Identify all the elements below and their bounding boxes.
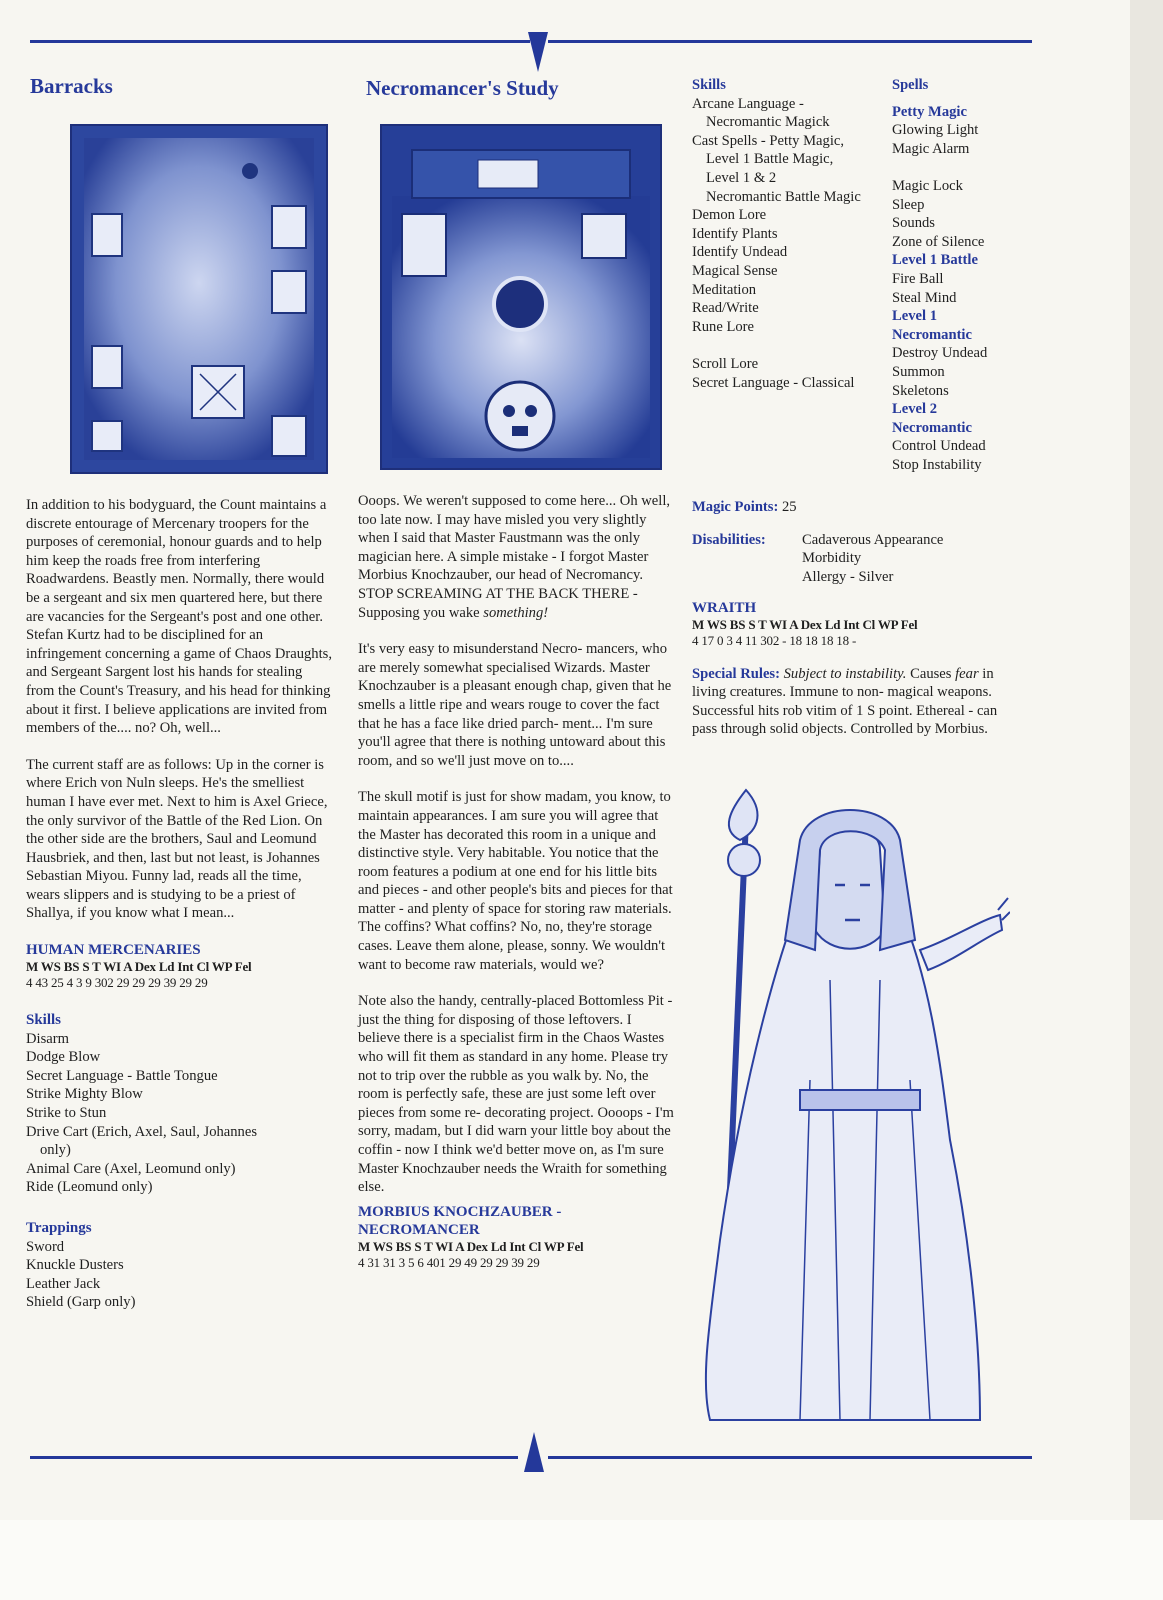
special-rules-emphasis: fear <box>955 665 979 682</box>
list-item: Zone of Silence <box>892 233 985 250</box>
list-item: Cadaverous Appearance <box>802 531 944 548</box>
study-column <box>358 492 674 1271</box>
list-item: Steal Mind <box>892 289 957 306</box>
wraith-title: WRAITH <box>692 599 757 616</box>
special-rules-emphasis: Subject to instability. <box>783 665 907 682</box>
list-item: Sword <box>26 1238 65 1255</box>
list-item: Stop Instability <box>892 456 982 473</box>
mercenaries-skills-title: Skills <box>26 1012 62 1029</box>
list-item: Identify Undead <box>692 244 788 261</box>
study-para-1-text: Ooops. We weren't supposed to come here... Oh well, too late now. I may have misled you very slightly when I said that Master Faustmann was the only magician here. A simple mistake - I forgot Master Morbius Knochzauber, our head of Necromancy. STOP SCREAMING AT THE BACK THERE - Supposing you wake <box>358 493 671 621</box>
list-item: Glowing Light <box>892 122 979 139</box>
staff-skull-icon <box>728 844 760 876</box>
list-item: Fire Ball <box>892 270 944 287</box>
trappings-list <box>26 1238 332 1312</box>
list-item: Strike Mighty Blow <box>26 1086 143 1103</box>
bed-icon <box>272 206 306 248</box>
list-item: Necromantic <box>892 326 972 343</box>
list-item: Arcane Language - <box>692 95 804 112</box>
wraith-stat-header: M WS BS S T WI A Dex Ld Int Cl WP Fel <box>692 616 918 632</box>
disabilities-label: Disabilities: <box>692 531 766 548</box>
scan-margin <box>0 1520 1163 1600</box>
trappings-title: Trappings <box>26 1220 92 1236</box>
list-item: Summon <box>892 363 945 380</box>
list-item <box>892 158 1012 177</box>
bed-icon <box>272 271 306 313</box>
morbius-spells-list <box>892 103 1012 475</box>
barracks-map-art <box>72 126 326 472</box>
study-para-1 <box>358 492 674 622</box>
mercenaries-title: HUMAN MERCENARIES <box>26 942 201 959</box>
magic-points-label: Magic Points: <box>692 499 779 515</box>
page-edge <box>1130 0 1163 1520</box>
list-item: Ride (Leomund only) <box>26 1179 153 1196</box>
list-item: only) <box>40 1142 71 1159</box>
mercenaries-stat-header: M WS BS S T WI A Dex Ld Int Cl WP Fel <box>26 959 252 975</box>
necromancer-figure-art <box>680 780 1010 1430</box>
bed-icon <box>92 421 122 451</box>
list-item: Magic Lock <box>892 177 963 194</box>
morbius-details <box>692 498 1022 757</box>
coffin-icon <box>582 214 626 258</box>
top-arrow-icon <box>528 32 548 72</box>
morbius-spells <box>892 76 1012 474</box>
book-icon <box>478 160 538 188</box>
barracks-title: Barracks <box>30 74 113 98</box>
mercenaries-stat-values: 4 43 25 4 3 9 302 29 29 29 39 29 29 <box>26 975 208 991</box>
list-item: Level 1 Battle <box>892 252 978 269</box>
list-item: Meditation <box>692 281 757 298</box>
bed-icon <box>272 416 306 456</box>
pit-icon <box>494 278 546 330</box>
magic-points <box>692 498 1022 517</box>
wraith-special-rules <box>692 665 1002 739</box>
necromancer-title-1: MORBIUS KNOCHZAUBER - <box>358 1203 562 1220</box>
bed-icon <box>92 346 122 388</box>
list-item: Necromantic <box>892 419 972 436</box>
bed-icon <box>92 214 122 256</box>
barracks-map <box>70 124 328 474</box>
list-item: Cast Spells - Petty Magic, <box>692 132 845 149</box>
list-item: Sounds <box>892 215 935 232</box>
list-item: Knuckle Dusters <box>26 1257 124 1274</box>
list-item: Secret Language - Battle Tongue <box>26 1067 218 1084</box>
study-map <box>380 124 662 470</box>
list-item: Magical Sense <box>692 262 778 279</box>
special-rules-text: in living creatures. Immune to non- magical weapons. Successful hits rob vitim of 1 S point. Ethereal - can pass through solid objects. Controlled by Morbius. <box>692 665 998 738</box>
list-item: Allergy - Silver <box>802 568 894 585</box>
stairs-icon <box>402 214 446 276</box>
morbius-skills-list <box>692 95 888 393</box>
list-item: Animal Care (Axel, Leomund only) <box>26 1160 236 1177</box>
list-item: Scroll Lore <box>692 355 759 372</box>
study-para-1-emphasis: something! <box>483 604 549 621</box>
barracks-para-1: In addition to his bodyguard, the Count maintains a discrete entourage of Mercenary troopers for the purposes of ceremonial, honour guards and to help him keep the roads free from interfering Roadwardens. Beastly men. Normally, there would be a sergeant and six men quartered here, but there are vacancies for the Sergeant's post and one other. Stefan Kurtz had to be disciplined for an infringement concerning a game of Chaos Draughts, and Sergeant Sargent lost his hands for stealing from the Count's Treasury, and his head for thinking about it first. I believe applications are invited from members of the.... no? Oh, well... <box>26 497 332 737</box>
list-item: Level 1 & 2 <box>706 169 777 186</box>
study-title: Necromancer's Study <box>366 76 559 100</box>
list-item: Rune Lore <box>692 318 755 335</box>
list-item: Strike to Stun <box>26 1105 107 1122</box>
bottom-rule <box>30 1456 518 1459</box>
list-item: Sleep <box>892 196 925 213</box>
barracks-column <box>26 496 332 1312</box>
morbius-spells-title: Spells <box>892 77 929 93</box>
list-item: Necromantic Magick <box>706 114 830 131</box>
list-item: Petty Magic <box>892 103 967 120</box>
barracks-para-2: The current staff are as follows: Up in the corner is where Erich von Nuln sleeps. He's the smelliest human I have ever met. Next to him is Axel Griece, the only survivor of the Battle of the Red Lion. On the other side are the brothers, Saul and Leomund Hausbriek, and then, last but not least, is Johannes Sebastian Miyou. Funny lad, reads all the time, wears slippers and is studying to be a priest of Shallya, if you know what I mean... <box>26 756 328 922</box>
necromancer-title-2: NECROMANCER <box>358 1221 480 1238</box>
skull-icon <box>486 382 554 450</box>
list-item: Destroy Undead <box>892 345 988 362</box>
list-item: Control Undead <box>892 438 986 455</box>
list-item: Skeletons <box>892 382 949 399</box>
wraith-stat-values: 4 17 0 3 4 11 302 - 18 18 18 18 - <box>692 632 857 648</box>
list-item: Secret Language - Classical <box>692 374 855 391</box>
list-item: Level 1 <box>892 308 937 325</box>
mercenaries-skills-list <box>26 1030 332 1197</box>
study-map-art <box>382 126 660 468</box>
list-item: Magic Alarm <box>892 140 970 157</box>
list-item: Disarm <box>26 1030 69 1047</box>
top-rule-right <box>548 40 1032 43</box>
disabilities-list <box>802 531 943 587</box>
study-para-2: It's very easy to misunderstand Necro- mancers, who are merely somewhat specialised Wizards. Master Knochzauber is a pleasant enough chap, given that he smells a little ripe and wears rouge to cover the fact that he has a face like dried parch- ment... I'm sure you'll agree that there is nothing untoward about this room, and so we'll just move on to.... <box>358 641 672 769</box>
necromancer-illustration <box>680 780 1010 1430</box>
study-para-3: The skull motif is just for show madam, you know, to maintain appearances. I am sure you will agree that the Master has decorated this room in a unique and distinctive style. Very habitable. You notice that the room features a podium at one end for his little bits and pieces - and other people's bits and pieces for that matter - and plenty of space for storing raw materials. The coffins? What coffins? No, no, they're storage cases. Leave them alone, please, sonny. We wouldn't want to become raw materials, would we? <box>358 789 673 973</box>
lamp-icon <box>242 163 258 179</box>
morbius-skills-title: Skills <box>692 77 726 93</box>
list-item: Shield (Garp only) <box>26 1294 136 1311</box>
morbius-skills <box>692 76 888 392</box>
list-item: Dodge Blow <box>26 1049 101 1066</box>
top-rule <box>30 40 530 43</box>
list-item: Leather Jack <box>26 1275 101 1292</box>
list-item: Level 2 <box>892 401 937 418</box>
magic-points-value: 25 <box>782 499 797 515</box>
list-item: Necromantic Battle Magic <box>706 188 861 205</box>
list-item: Morbidity <box>802 550 862 567</box>
special-rules-label: Special Rules: <box>692 665 780 682</box>
list-item: Demon Lore <box>692 207 767 224</box>
bottom-arrow-icon <box>524 1432 544 1472</box>
list-item: Read/Write <box>692 300 759 317</box>
list-item: Drive Cart (Erich, Axel, Saul, Johannes <box>26 1123 258 1140</box>
disabilities <box>692 531 1022 589</box>
necromancer-stat-values: 4 31 31 3 5 6 401 29 49 29 29 39 29 <box>358 1254 540 1270</box>
list-item: Level 1 Battle Magic, <box>706 151 834 168</box>
necromancer-stat-header: M WS BS S T WI A Dex Ld Int Cl WP Fel <box>358 1238 584 1254</box>
list-item <box>692 336 888 355</box>
special-rules-text: Causes <box>906 665 956 682</box>
bottom-rule-right <box>548 1456 1032 1459</box>
study-para-4: Note also the handy, centrally-placed Bottomless Pit - just the thing for disposing of those leftovers. I believe there is a specialist firm in the Chaos Wastes who will fit them as standard in any home. Please try not to trip over the rubble as you walk by. No, the room is perfectly safe, these are just some left over pieces from some re- decorating project. Oooops - I'm sorry, madam, but I did warn your little boy about the coffin - now I think we'd better move on, as I'm sure Master Knochzauber needs the Wraith for something else. <box>358 993 674 1196</box>
list-item: Identify Plants <box>692 225 778 242</box>
